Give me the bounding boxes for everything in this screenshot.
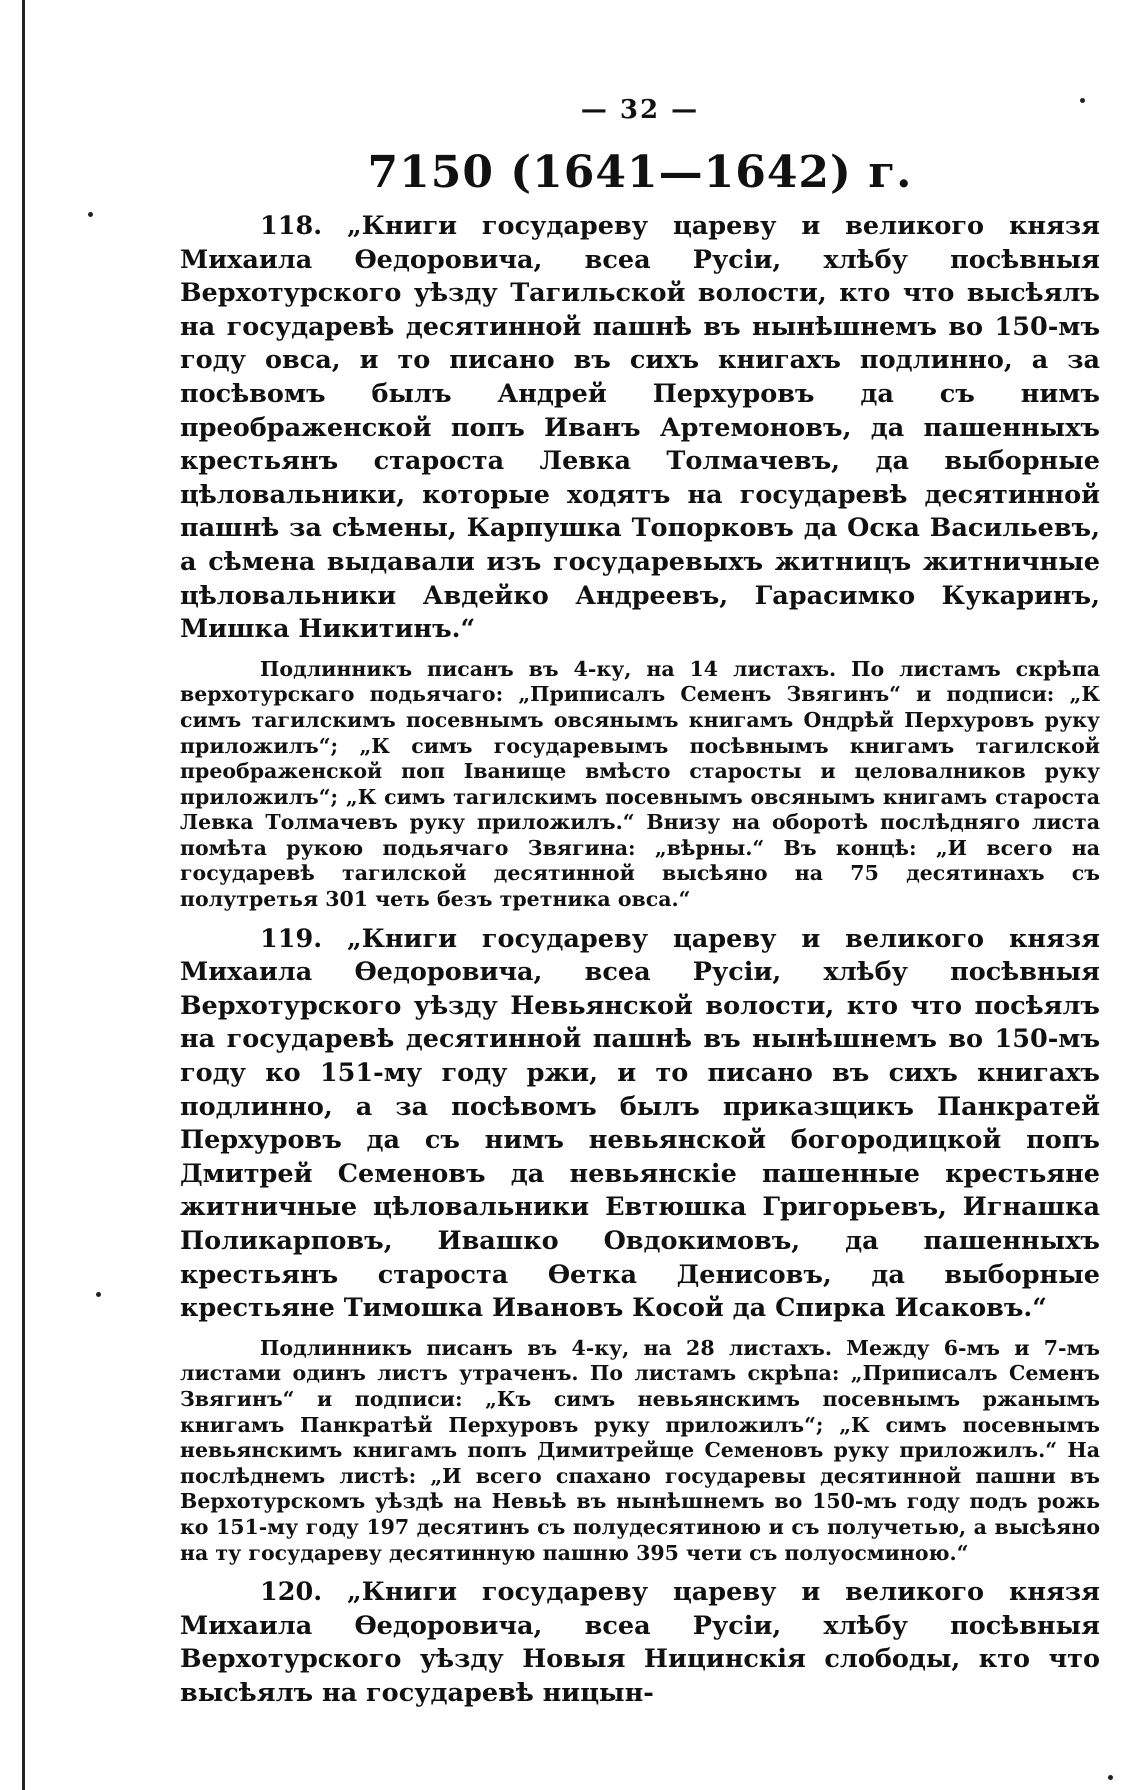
entry-119 (180, 923, 1100, 1326)
entry-120 (180, 1576, 1100, 1710)
entry-number: 118. (260, 211, 323, 241)
entry-118 (180, 210, 1100, 647)
page-edge-rule (22, 0, 25, 1790)
print-speck (96, 1292, 101, 1297)
print-speck (88, 212, 93, 217)
entry-number: 120. (260, 1577, 323, 1608)
year-heading: 7150 (1641—1642) г. (367, 147, 913, 198)
entry-number: 119. (260, 923, 323, 954)
entry-text: „Книги государеву цареву и великого князя Михаила Өедоровича, всеа Русіи, хлѣбу посѣвныя Верхотурского уѣзду Новыя Ницинскія слободы, кто что высѣялъ на государевѣ ницын- (180, 1577, 1100, 1708)
entry-118-note: Подлинникъ писанъ въ 4-ку, на 14 листахъ. По листамъ скрѣпа верхотурскаго подьячаго: „Приписалъ Семенъ Звягинъ“ и подписи: „К симъ тагилскимъ посевнымъ овсянымъ книгамъ Ондрѣй Перхуровъ руку приложилъ“; „К симъ государевымъ посѣвнымъ книгамъ тагилской преображенской поп Іванище вмѣсто старосты и целовалников руку приложилъ“; „К симъ тагилскимъ посевнымъ овсянымъ книгамъ староста Левка Толмачевъ руку приложилъ.“ Внизу на оборотѣ послѣдняго листа помѣта рукою подьячаго Звягина: „вѣрны.“ Въ концѣ: „И всего на государевѣ тагилской десятинной высѣяно на 75 десятинахъ съ полутретья 301 четь безъ третника овса.“ (180, 656, 1100, 912)
entry-text: „Книги государеву цареву и великого князя Михаила Өедоровича, всеа Русіи, хлѣбу посѣвныя Верхотурского уѣзду Невьянской волости, кто что посѣялъ на государевѣ десятинной пашнѣ въ нынѣшнемъ во 150-мъ году ко 151-му году ржи, и то писано въ сихъ книгахъ подлинно, а за посѣвомъ былъ приказщикъ Панкратей Перхуровъ да съ нимъ невьянской богородицкой попъ Дмитрей Семеновъ да невьянскіе пашенные крестьяне житничные цѣловальники Евтюшка Григорьевъ, Игнашка Поликарповъ, Ивашко Овдокимовъ, да пашенныхъ крестьянъ староста Өетка Денисовъ, да выборные крестьяне Тимошка Ивановъ Косой да Спирка Исаковъ.“ (180, 923, 1100, 1324)
entry-119-note: Подлинникъ писанъ въ 4-ку, на 28 листахъ. Между 6-мъ и 7-мъ листами одинъ листъ утраченъ. По листамъ скрѣпа: „Приписалъ Семенъ Звягинъ“ и подписи: „Къ симъ невьянскимъ посевнымъ ржанымъ книгамъ Панкратѣй Перхуровъ руку приложилъ“; „К симъ посевнымъ невьянскимъ книгамъ попъ Димитрейще Семеновъ руку приложилъ.“ На послѣднемъ листѣ: „И всего спахано государевы десятинной пашни въ Верхотурскомъ уѣздѣ на Невьѣ въ нынѣшнемъ во 150-мъ году подъ рожь ко 151-му году 197 десятинъ съ полудесятиною и съ получетью, а высѣяно на ту государеву десятинную пашню 395 чети съ полуосминою.“ (180, 1335, 1100, 1565)
page-number: — 32 — (580, 95, 700, 125)
entry-text: „Книги государеву цареву и великого князя Михаила Өедоровича, всеа Русіи, хлѣбу посѣвныя Верхотурского уѣзду Тагильской волости, кто что высѣялъ на государевѣ десятинной пашнѣ въ нынѣшнемъ во 150-мъ году овса, и то писано въ сихъ книгахъ подлинно, а за посѣвомъ былъ Андрей Перхуровъ да съ нимъ преображенской попъ Иванъ Артемоновъ, да пашенныхъ крестьянъ староста Левка Толмачевъ, да выборные цѣловальники, которые ходятъ на государевѣ десятинной пашнѣ за сѣмены, Карпушка Топорковъ да Оска Васильевъ, а сѣмена выдавали изъ государевыхъ житницъ житничные цѣловальники Авдейко Андреевъ, Гарасимко Кукаринъ, Мишка Никитинъ.“ (180, 211, 1100, 645)
book-page (180, 95, 1100, 1711)
print-speck (1108, 1775, 1113, 1780)
